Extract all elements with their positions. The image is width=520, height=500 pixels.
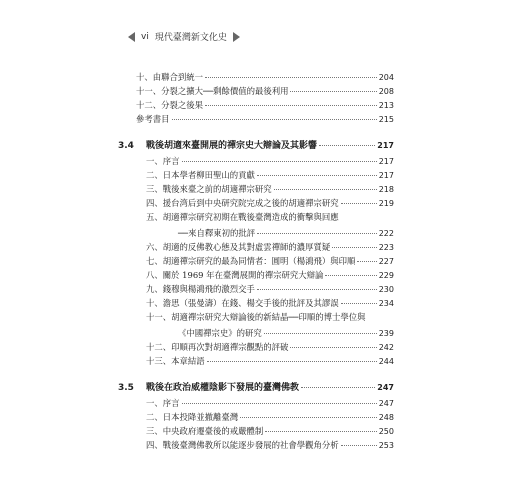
dot-leader (265, 431, 376, 432)
toc-entry-page: 234 (378, 299, 394, 308)
toc-entry-title: 參考書目 (136, 114, 170, 124)
toc-entry (146, 342, 394, 353)
toc-entry (146, 242, 394, 253)
toc-entry-title: 戰後胡適來臺開展的禪宗史大辯論及其影響 (146, 141, 318, 151)
dot-leader (207, 361, 377, 362)
toc-entry-title: 七、胡適禪宗研究的最為同情者：圓明（楊鴻飛）與印順 (146, 256, 356, 266)
toc-entry (146, 198, 394, 209)
toc-entry-title: 十、澹思（張曼濤）在錢、楊交手後的批評及其謬誤 (146, 298, 339, 308)
toc-entry (136, 114, 394, 125)
toc-entry-title: ──來自釋東初的批評 (178, 228, 256, 238)
dot-leader (341, 445, 377, 446)
dot-leader (257, 175, 377, 176)
toc-entry-page: 253 (378, 441, 394, 450)
toc-entry-page: 204 (378, 73, 394, 82)
toc-entry-page: 250 (378, 427, 394, 436)
dot-leader (182, 403, 377, 404)
toc-entry-title: 六、胡適的反佛教心態及其對虛雲禪師的濃厚質疑 (146, 242, 331, 252)
toc-entry (178, 228, 394, 239)
toc-entry-title: 十一、分裂之擴大──剩餘價值的最後利用 (136, 86, 289, 96)
toc-entry-page: 208 (378, 87, 394, 96)
toc-entry-title: 戰後在政治威權陰影下發展的臺灣佛教 (146, 383, 300, 393)
toc-entry-page: 218 (378, 185, 394, 194)
dot-leader (205, 77, 377, 78)
right-triangle-icon (233, 32, 240, 42)
toc-entry-page: 248 (378, 413, 394, 422)
toc-entry-page: 239 (378, 329, 394, 338)
toc-entry-title: 十三、本章結語 (146, 356, 205, 366)
dot-leader (257, 233, 377, 234)
toc-entry (136, 86, 394, 97)
toc-entry-page: 229 (378, 271, 394, 280)
section-number: 3.5 (118, 383, 134, 393)
toc-entry (136, 72, 394, 83)
toc-entry (146, 284, 394, 295)
toc-entry (136, 100, 394, 111)
toc-entry (146, 184, 394, 195)
toc-entry-page: 215 (378, 115, 394, 124)
toc-entry-page: 219 (378, 199, 394, 208)
toc-entry-page: 242 (378, 343, 394, 352)
dot-leader (240, 417, 377, 418)
toc-entry-page: 222 (378, 229, 394, 238)
toc-entry-title: 十一、胡適禪宗研究大辯論後的新結晶──印順的博士學位與 (146, 312, 366, 322)
dot-leader (319, 145, 375, 146)
toc-section-heading (118, 382, 394, 394)
toc-entry-title: 二、日本學者柳田聖山的貢獻 (146, 170, 255, 180)
toc-entry (146, 212, 394, 223)
toc-entry (146, 312, 394, 323)
toc-entry (146, 356, 394, 367)
toc-entry (178, 328, 394, 339)
toc-entry (146, 298, 394, 309)
toc-entry (146, 270, 394, 281)
toc-entry-title: 十、由聯合到統一 (136, 72, 203, 82)
toc-entry (146, 412, 394, 423)
toc-entry-title: 九、錢穆與楊鴻飛的激烈交手 (146, 284, 255, 294)
dot-leader (332, 247, 376, 248)
toc-entry-title: 十二、印順再次對胡適禪宗觀點的評破 (146, 342, 289, 352)
toc-entry-title: 二、日本投降並撤離臺灣 (146, 412, 239, 422)
dot-leader (341, 203, 377, 204)
dot-leader (341, 303, 377, 304)
toc-entry-title: 一、序言 (146, 156, 180, 166)
toc-entry-page: 217 (377, 141, 394, 150)
dot-leader (290, 91, 376, 92)
toc-entry (146, 440, 394, 451)
dot-leader (290, 347, 376, 348)
toc-entry-title: 三、中央政府遷臺後的戒嚴體制 (146, 426, 264, 436)
toc-section-heading (118, 140, 394, 152)
toc-entry (146, 426, 394, 437)
toc-entry-page: 223 (378, 243, 394, 252)
toc-entry (146, 256, 394, 267)
toc-entry-page: 213 (378, 101, 394, 110)
dot-leader (172, 119, 377, 120)
dot-leader (205, 105, 377, 106)
toc-entry-title: 八、關於 1969 年在臺灣展開的禪宗研究大辯論 (146, 270, 324, 280)
toc-entry-title: 四、戰後臺灣佛教所以能逐步發展的社會學觀角分析 (146, 440, 339, 450)
book-title: 現代臺灣新文化史 (154, 33, 227, 43)
toc-entry-page: 227 (378, 257, 394, 266)
dot-leader (274, 189, 377, 190)
toc-entry-title: 五、胡適禪宗研究初期在戰後臺灣造成的衝擊與回應 (146, 212, 339, 222)
section-number: 3.4 (118, 141, 134, 151)
toc-entry-title: 十二、分裂之後果 (136, 100, 203, 110)
toc-entry-title: 三、戰後來臺之前的胡適禪宗研究 (146, 184, 272, 194)
dot-leader (357, 261, 376, 262)
dot-leader (182, 161, 377, 162)
toc-entry (146, 170, 394, 181)
dot-leader (301, 387, 375, 388)
toc-entry-page: 217 (378, 171, 394, 180)
running-header (128, 30, 240, 43)
toc-entry-page: 217 (378, 157, 394, 166)
left-triangle-icon (128, 32, 135, 42)
toc-entry-page: 247 (377, 383, 394, 392)
dot-leader (325, 275, 376, 276)
toc-entry-page: 244 (378, 357, 394, 366)
dot-leader (257, 289, 377, 290)
dot-leader (264, 333, 377, 334)
toc-entry (146, 156, 394, 167)
toc-entry-title: 《中國禪宗史》的研究 (178, 328, 262, 338)
page-number: vi (141, 31, 149, 42)
toc-entry-title: 四、援台湾后到中央研究院完成之後的胡適禪宗研究 (146, 198, 339, 208)
toc-entry-page: 247 (378, 399, 394, 408)
toc-entry-title: 一、序言 (146, 398, 180, 408)
toc-entry-page: 230 (378, 285, 394, 294)
toc-entry (146, 398, 394, 409)
